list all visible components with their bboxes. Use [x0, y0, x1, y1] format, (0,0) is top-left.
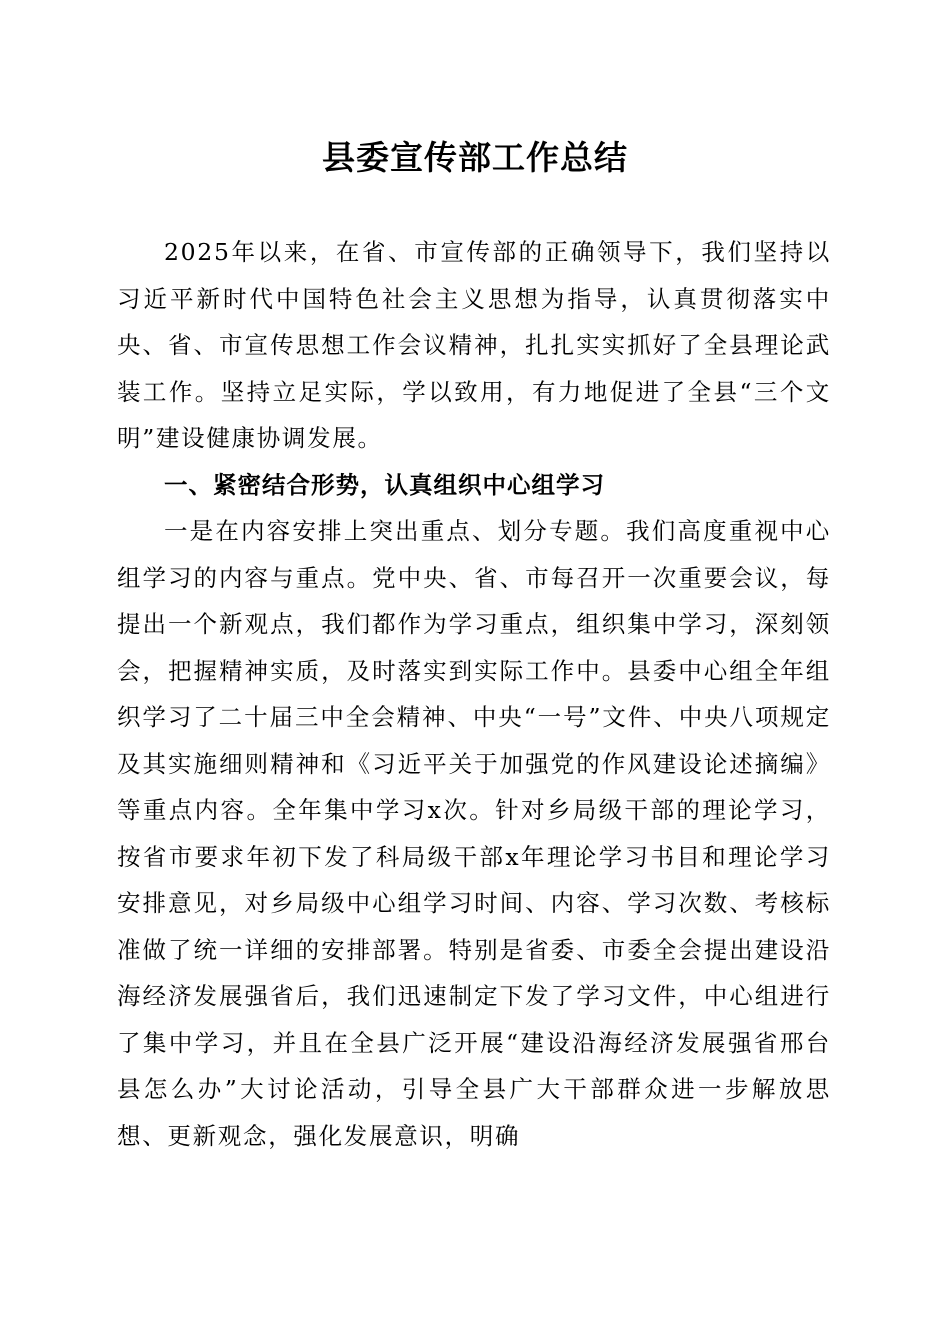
document-body — [117, 229, 831, 1159]
intro-paragraph: 2025年以来，在省、市宣传部的正确领导下，我们坚持以习近平新时代中国特色社会主义思想为指导，认真贯彻落实中央、省、市宣传思想工作会议精神，扎扎实实抓好了全县理论武装工作。坚持立足实际，学以致用，有力地促进了全县“三个文明”建设健康协调发展。 — [117, 238, 831, 452]
paragraph-lead: 一是在内容安排上突出重点、划分专题。 — [164, 517, 627, 545]
section-paragraph — [117, 508, 831, 1159]
document-title: 县委宣传部工作总结 — [322, 138, 628, 177]
section-heading: 一、紧密结合形势，认真组织中心组学习 — [164, 470, 605, 499]
paragraph-body: 我们高度重视中心组学习的内容与重点。党中央、省、市每召开一次重要会议，每提出一个新观点，我们都作为学习重点，组织集中学习，深刻领会，把握精神实质，及时落实到实际工作中。县委中心组全年组织学习了二十届三中全会精神、中央“一号”文件、中央八项规定及其实施细则精神和《习近平关于加强党的作风建设论述摘编》等重点内容。全年集中学习x次。针对乡局级干部的理论学习，按省市要求年初下发了科局级干部x年理论学习书目和理论学习安排意见，对乡局级中心组学习时间、内容、学习次数、考核标准做了统一详细的安排部署。特别是省委、市委全会提出建设沿海经济发展强省后，我们迅速制定下发了学习文件，中心组进行了集中学习，并且在全县广泛开展“建设沿海经济发展强省邢台县怎么办”大讨论活动，引导全县广大干部群众进一步解放思想、更新观念，强化发展意识，明确 — [117, 517, 831, 1150]
